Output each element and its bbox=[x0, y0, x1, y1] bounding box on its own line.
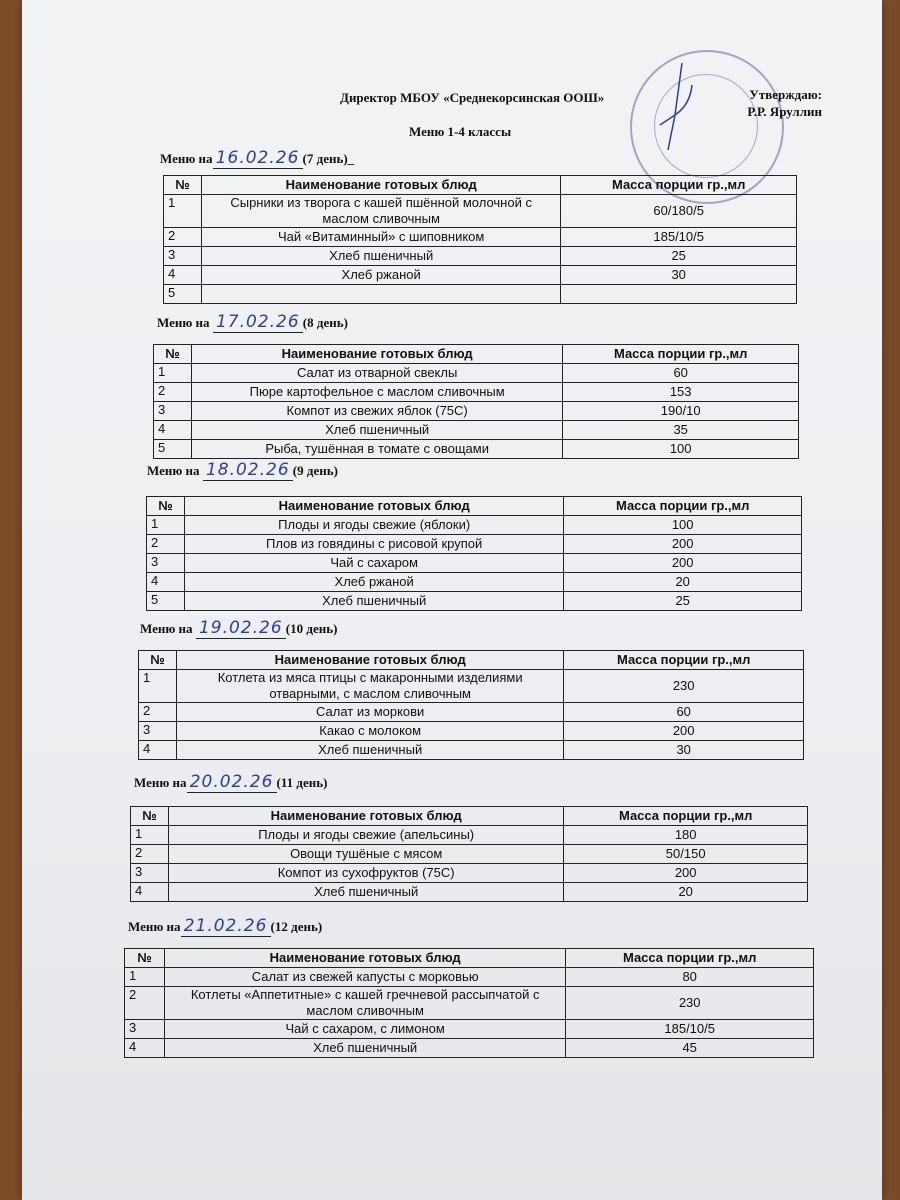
menu-day: (8 день) bbox=[302, 315, 348, 330]
menu-prefix: Меню на bbox=[147, 463, 200, 478]
col-num: № bbox=[164, 176, 202, 195]
col-name: Наименование готовых блюд bbox=[191, 345, 562, 364]
table-row: 2 Салат из моркови 60 bbox=[139, 703, 804, 722]
col-mass: Масса порции гр.,мл bbox=[564, 497, 802, 516]
menu-prefix: Меню на bbox=[134, 775, 187, 790]
menu-date: 20.02.26 bbox=[187, 772, 277, 793]
menu-prefix: Меню на bbox=[157, 315, 210, 330]
col-num: № bbox=[147, 497, 185, 516]
col-mass: Масса порции гр.,мл bbox=[566, 949, 814, 968]
menu-heading bbox=[147, 460, 338, 481]
col-num: № bbox=[139, 651, 177, 670]
menu-day: (11 день) bbox=[276, 775, 328, 790]
table-row: 2 Котлеты «Аппетитные» с кашей гречневой рассыпчатой с маслом сливочным 230 bbox=[125, 987, 814, 1020]
approval-block bbox=[747, 86, 822, 120]
menu-date: 21.02.26 bbox=[181, 916, 271, 937]
menu-heading bbox=[140, 618, 337, 639]
table-row: 2 Плов из говядины с рисовой крупой 200 bbox=[147, 535, 802, 554]
table-row: 5 Хлеб пшеничный 25 bbox=[147, 592, 802, 611]
table-row: 1 Салат из отварной свеклы 60 bbox=[154, 364, 799, 383]
menu-table bbox=[153, 344, 799, 459]
menu-table bbox=[163, 175, 797, 304]
col-num: № bbox=[131, 807, 169, 826]
col-mass: Масса порции гр.,мл bbox=[561, 176, 797, 195]
table-row: 3 Компот из свежих яблок (75С) 190/10 bbox=[154, 402, 799, 421]
menu-prefix: Меню на bbox=[140, 621, 193, 636]
col-num: № bbox=[154, 345, 192, 364]
table-row: 4 Хлеб пшеничный 45 bbox=[125, 1039, 814, 1058]
table-row: 4 Хлеб пшеничный 20 bbox=[131, 883, 808, 902]
menu-date: 16.02.26 bbox=[213, 148, 303, 169]
menu-day: (7 день)_ bbox=[302, 151, 355, 166]
approver-name: Р.Р. Яруллин bbox=[747, 104, 822, 119]
menu-table bbox=[130, 806, 808, 902]
menu-date: 19.02.26 bbox=[196, 618, 286, 639]
table-row: 3 Чай с сахаром 200 bbox=[147, 554, 802, 573]
approve-label: Утверждаю: bbox=[749, 87, 822, 102]
menu-table bbox=[124, 948, 814, 1058]
menu-day: (12 день) bbox=[270, 919, 323, 934]
menu-heading bbox=[128, 916, 322, 937]
menu-heading bbox=[157, 312, 348, 333]
table-row: 3 Какао с молоком 200 bbox=[139, 722, 804, 741]
table-row: 3 Хлеб пшеничный 25 bbox=[164, 247, 797, 266]
table-row: 1 Салат из свежей капусты с морковью 80 bbox=[125, 968, 814, 987]
table-row: 1 Сырники из творога с кашей пшённой молочной с маслом сливочным 60/180/5 bbox=[164, 195, 797, 228]
col-num: № bbox=[125, 949, 165, 968]
table-row: 2 Чай «Витаминный» с шиповником 185/10/5 bbox=[164, 228, 797, 247]
table-row: 1 Котлета из мяса птицы с макаронными изделиями отварными, с маслом сливочным 230 bbox=[139, 670, 804, 703]
menu-prefix: Меню на bbox=[160, 151, 213, 166]
table-row: 1 Плоды и ягоды свежие (апельсины) 180 bbox=[131, 826, 808, 845]
table-row: 4 Хлеб ржаной 30 bbox=[164, 266, 797, 285]
table-row: 4 Хлеб пшеничный 35 bbox=[154, 421, 799, 440]
col-mass: Масса порции гр.,мл bbox=[563, 345, 799, 364]
menu-day: (10 день) bbox=[285, 621, 338, 636]
col-name: Наименование готовых блюд bbox=[164, 949, 565, 968]
table-row: 4 Хлеб ржаной 20 bbox=[147, 573, 802, 592]
menu-date: 17.02.26 bbox=[213, 312, 303, 333]
menu-table bbox=[146, 496, 802, 611]
col-mass: Масса порции гр.,мл bbox=[564, 651, 804, 670]
table-row: 2 Овощи тушёные с мясом 50/150 bbox=[131, 845, 808, 864]
menu-prefix: Меню на bbox=[128, 919, 181, 934]
menu-date: 18.02.26 bbox=[203, 460, 293, 481]
table-row: 5 Рыба, тушённая в томате с овощами 100 bbox=[154, 440, 799, 459]
menu-heading bbox=[134, 772, 327, 793]
table-row: 2 Пюре картофельное с маслом сливочным 153 bbox=[154, 383, 799, 402]
col-mass: Масса порции гр.,мл bbox=[564, 807, 808, 826]
table-row: 5 bbox=[164, 285, 797, 304]
col-name: Наименование готовых блюд bbox=[176, 651, 563, 670]
col-name: Наименование готовых блюд bbox=[168, 807, 563, 826]
signature-mark bbox=[620, 55, 730, 165]
director-title: Директор МБОУ «Среднекорсинская ООШ» bbox=[340, 90, 605, 105]
col-name: Наименование готовых блюд bbox=[184, 497, 563, 516]
menu-table bbox=[138, 650, 804, 760]
table-row: 4 Хлеб пшеничный 30 bbox=[139, 741, 804, 760]
col-name: Наименование готовых блюд bbox=[201, 176, 560, 195]
menu-heading bbox=[160, 148, 354, 169]
table-row: 1 Плоды и ягоды свежие (яблоки) 100 bbox=[147, 516, 802, 535]
table-row: 3 Чай с сахаром, с лимоном 185/10/5 bbox=[125, 1020, 814, 1039]
menu-subtitle: Меню 1-4 классы bbox=[409, 124, 512, 139]
table-row: 3 Компот из сухофруктов (75С) 200 bbox=[131, 864, 808, 883]
menu-day: (9 день) bbox=[292, 463, 338, 478]
